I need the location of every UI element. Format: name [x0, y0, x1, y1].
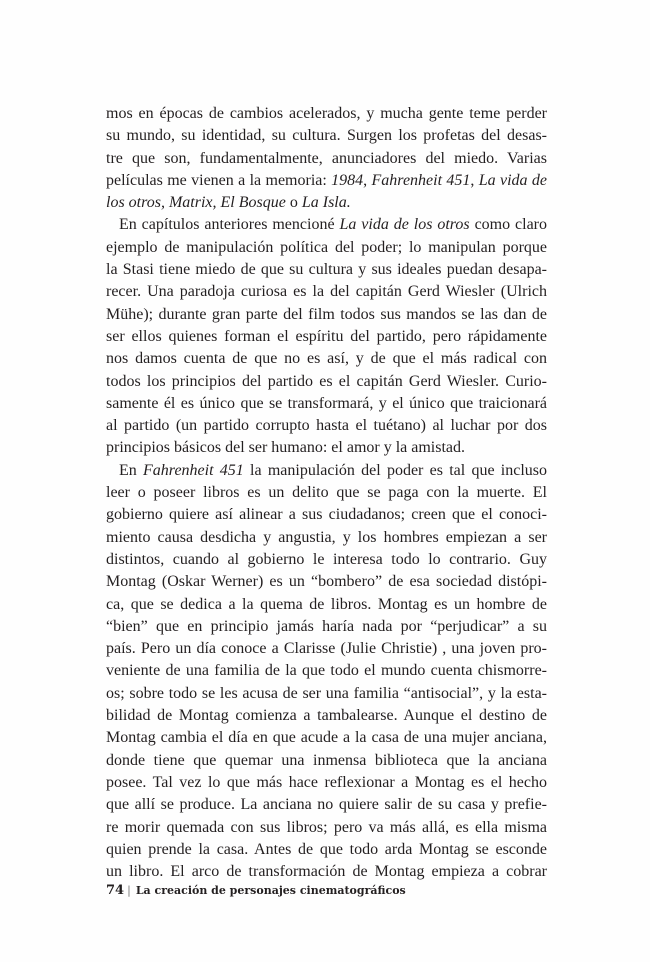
- text-segment: En: [119, 461, 144, 479]
- text-line: [106, 638, 547, 660]
- text-segment: la Stasi tiene miedo de que su cultura y sus ideales puedan desapa-: [106, 261, 547, 279]
- text-line: [106, 326, 547, 348]
- text-line: [106, 237, 547, 259]
- text-segment: principios básicos del ser humano: el amor y la amistad.: [106, 439, 466, 457]
- text-segment: la manipulación del poder es tal que incluso: [243, 461, 548, 479]
- text-line: [106, 192, 547, 214]
- text-line: [106, 861, 547, 883]
- italic-title: los otros, Matrix, El Bosque: [106, 194, 286, 212]
- text-segment: todos los principios del partido es el capitán Gerd Wiesler. Curio-: [106, 372, 547, 390]
- text-segment: donde tiene que quemar una inmensa biblioteca que la anciana: [106, 751, 547, 769]
- text-line: [106, 727, 547, 749]
- italic-title: Fahrenheit 451: [143, 461, 244, 479]
- page-number: 74: [106, 883, 125, 898]
- text-segment: su mundo, su identidad, su cultura. Surgen los profetas del desas-: [106, 127, 547, 145]
- text-line: [106, 527, 547, 549]
- text-line: [106, 794, 547, 816]
- text-segment: veniente de una familia de la que todo el mundo cuenta chismorre-: [106, 662, 547, 680]
- text-line: [106, 437, 547, 459]
- text-segment: o: [285, 194, 302, 212]
- text-segment: miento causa desdicha y angustia, y los hombres empiezan a ser: [106, 528, 547, 546]
- book-title: La creación de personajes cinematográficos: [135, 884, 406, 897]
- text-line: [106, 482, 547, 504]
- text-line: [106, 304, 547, 326]
- body-text: [106, 103, 547, 883]
- text-segment: samente él es único que se transformará, y el único que traicionará: [106, 394, 547, 412]
- text-line: [106, 170, 547, 192]
- text-line: [106, 103, 547, 125]
- text-segment: quien prende la casa. Antes de que todo arda Montag se esconde: [106, 840, 547, 858]
- text-line: [106, 348, 547, 370]
- text-segment: Montag (Oskar Werner) es un “bombero” de esa sociedad distópi-: [106, 573, 547, 591]
- text-segment: ejemplo de manipulación política del poder; lo manipulan porque: [106, 238, 547, 256]
- text-segment: “bien” que en principio jamás haría nada por “perjudicar” a su: [106, 617, 547, 635]
- text-segment: ca, que se dedica a la quema de libros. Montag es un hombre de: [106, 595, 547, 613]
- text-segment: al partido (un partido corrupto hasta el tuétano) al luchar por dos: [106, 417, 547, 435]
- text-segment: Mühe); durante gran parte del film todos sus mandos se las dan de: [106, 305, 547, 323]
- text-segment: ser ellos quienes forman el espíritu del partido, pero rápidamente: [106, 327, 547, 345]
- text-segment: tre que son, fundamentalmente, anunciadores del miedo. Varias: [106, 149, 547, 167]
- text-segment: películas me vienen a la memoria:: [106, 171, 332, 189]
- text-line: [106, 750, 547, 772]
- text-line: [106, 259, 547, 281]
- text-line: [106, 125, 547, 147]
- text-segment: os; sobre todo se les acusa de ser una familia “antisocial”, y la esta-: [106, 684, 547, 702]
- italic-title: Fahrenheit 451: [371, 171, 471, 189]
- text-line: [106, 549, 547, 571]
- text-line: [106, 460, 547, 482]
- italic-title: La vida de: [478, 171, 548, 189]
- text-segment: gobierno quiere así alinear a sus ciudadanos; creen que el conoci-: [106, 506, 547, 524]
- text-segment: ,: [470, 171, 479, 189]
- text-segment: En capítulos anteriores mencioné: [119, 216, 340, 234]
- italic-title: La Isla.: [301, 194, 351, 212]
- text-line: [106, 281, 547, 303]
- text-line: [106, 415, 547, 437]
- text-segment: recer. Una paradoja curiosa es la del capitán Gerd Wiesler (Ulrich: [106, 283, 547, 301]
- text-segment: re morir quemada con sus libros; pero va más allá, es ella misma: [106, 818, 547, 836]
- text-line: [106, 148, 547, 170]
- italic-title: 1984: [331, 171, 364, 189]
- text-segment: un libro. El arco de transformación de Montag empieza a cobrar: [106, 863, 547, 881]
- text-segment: bilidad de Montag comienza a tambalearse. Aunque el destino de: [106, 707, 547, 725]
- footer-separator: |: [127, 884, 131, 897]
- text-line: [106, 571, 547, 593]
- page-footer: [106, 883, 406, 898]
- text-line: [106, 772, 547, 794]
- text-line: [106, 371, 547, 393]
- text-line: [106, 839, 547, 861]
- text-line: [106, 705, 547, 727]
- text-segment: leer o poseer libros es un delito que se paga con la muerte. El: [106, 484, 547, 502]
- text-line: [106, 683, 547, 705]
- text-line: [106, 817, 547, 839]
- text-segment: país. Pero un día conoce a Clarisse (Julie Christie) , una joven pro-: [106, 640, 547, 658]
- italic-title: La vida de los otros: [339, 216, 470, 234]
- text-segment: como claro: [469, 216, 548, 234]
- text-line: [106, 214, 547, 236]
- text-segment: Montag cambia el día en que acude a la casa de una mujer anciana,: [106, 729, 547, 747]
- text-segment: que allí se produce. La anciana no quiere salir de su casa y prefie-: [106, 796, 547, 814]
- text-line: [106, 504, 547, 526]
- text-segment: ,: [363, 171, 372, 189]
- text-segment: nos damos cuenta de que no es así, y de que el más radical con: [106, 350, 547, 368]
- text-line: [106, 393, 547, 415]
- text-segment: distintos, cuando al gobierno le interesa todo lo contrario. Guy: [106, 550, 547, 568]
- text-segment: posee. Tal vez lo que más hace reflexionar a Montag es el hecho: [106, 773, 547, 791]
- text-segment: mos en épocas de cambios acelerados, y mucha gente teme perder: [106, 105, 547, 122]
- text-line: [106, 660, 547, 682]
- text-line: [106, 616, 547, 638]
- text-line: [106, 594, 547, 616]
